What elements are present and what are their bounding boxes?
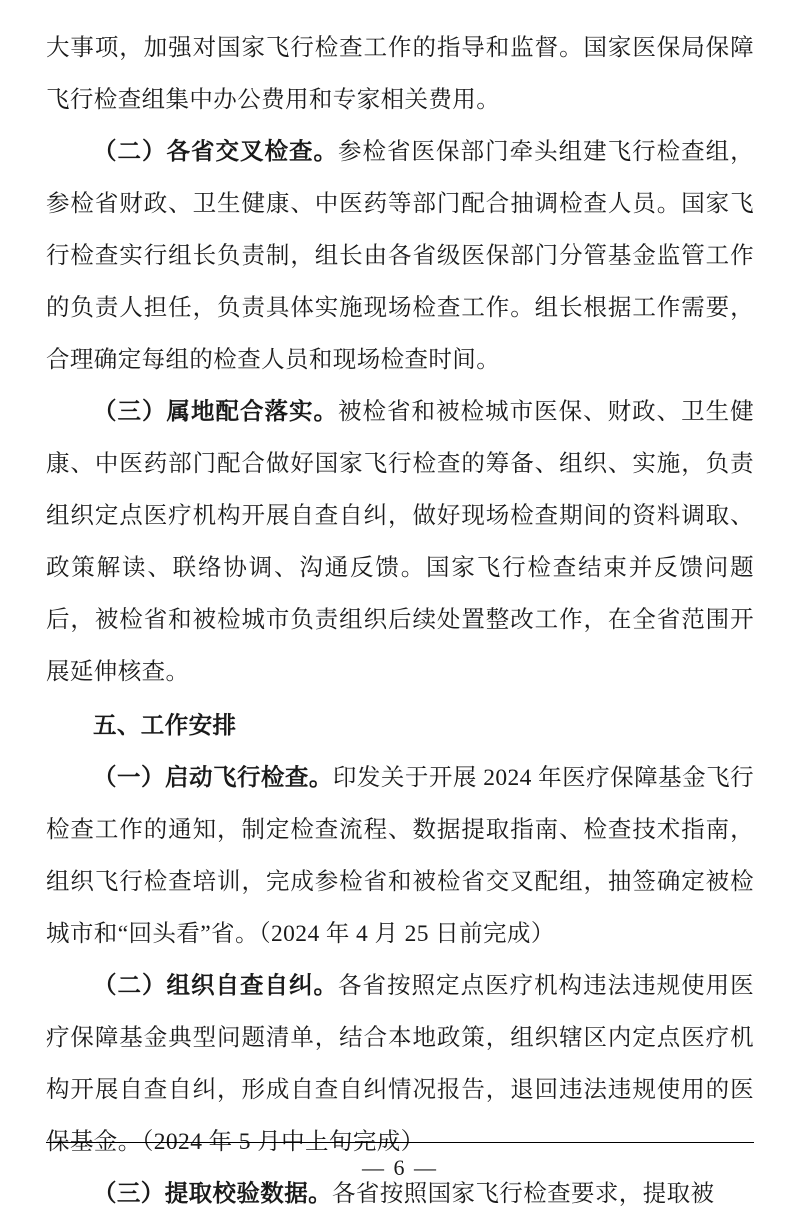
paragraph-launch-inspection — [46, 752, 754, 960]
paragraph-self-inspection-text: 各省按照定点医疗机构违法违规使用医疗保障基金典型问题清单，结合本地政策，组织辖区内定点医疗机构开展自查自纠，形成自查自纠情况报告，退回违法违规使用的医保基金。（2024 年 5 月中上旬完成） — [46, 973, 755, 1155]
paragraph-local-support-text: 被检省和被检城市医保、财政、卫生健康、中医药部门配合做好国家飞行检查的筹备、组织、实施，负责组织定点医疗机构开展自查自纠，做好现场检查期间的资料调取、政策解读、联络协调、沟通反馈。国家飞行检查结束并反馈问题后，被检省和被检城市负责组织后续处置整改工作，在全省范围开展延伸核查。 — [46, 399, 755, 685]
paragraph-cross-inspection — [46, 126, 754, 386]
paragraph-self-inspection — [46, 960, 754, 1168]
paragraph-extract-data-lead: （三）提取校验数据。 — [93, 1181, 332, 1207]
section-heading-work-arrangement: 五、工作安排 — [93, 713, 237, 739]
paragraph-continued: 大事项，加强对国家飞行检查工作的指导和监督。国家医保局保障飞行检查组集中办公费用和专家相关费用。 — [46, 35, 754, 113]
paragraph-launch-inspection-text: 印发关于开展 2024 年医疗保障基金飞行检查工作的通知，制定检查流程、数据提取指南、检查技术指南，组织飞行检查培训，完成参检省和被检省交叉配组，抽签确定被检城市和“回头看”省。（2024 年 4 月 25 日前完成） — [46, 765, 754, 947]
document-body — [46, 22, 754, 1220]
paragraph-extract-data-text: 各省按照国家飞行检查要求，提取被 — [332, 1181, 715, 1207]
page-number: — 6 — — [362, 1155, 438, 1180]
paragraph-launch-inspection-lead: （一）启动飞行检查。 — [93, 765, 333, 791]
paragraph-self-inspection-lead: （二）组织自查自纠。 — [93, 973, 339, 999]
paragraph-cross-inspection-text: 参检省医保部门牵头组建飞行检查组，参检省财政、卫生健康、中医药等部门配合抽调检查人员。国家飞行检查实行组长负责制，组长由各省级医保部门分管基金监管工作的负责人担任，负责具体实施现场检查工作。组长根据工作需要，合理确定每组的检查人员和现场检查时间。 — [46, 139, 755, 373]
paragraph-cross-inspection-lead: （二）各省交叉检查。 — [93, 139, 339, 165]
footer-divider — [46, 1142, 754, 1143]
paragraph-local-support-lead: （三）属地配合落实。 — [93, 399, 339, 425]
paragraph-local-support — [46, 386, 754, 698]
